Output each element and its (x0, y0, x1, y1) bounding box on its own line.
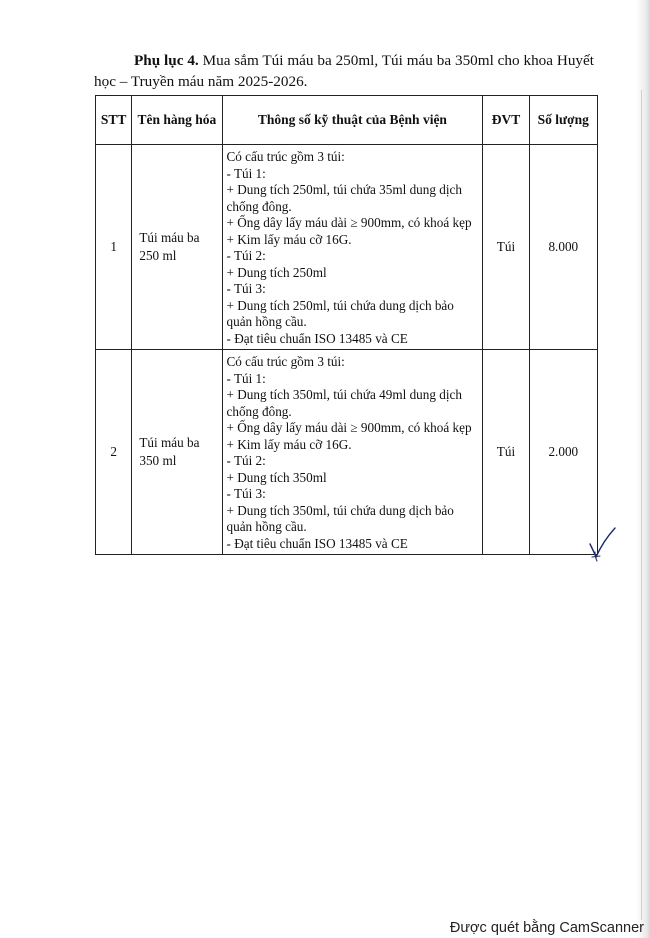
spec-line: - Đạt tiêu chuẩn ISO 13485 và CE (226, 535, 408, 551)
row-unit: Túi (483, 145, 529, 350)
spec-line: + Dung tích 350ml (226, 469, 327, 485)
document-heading (94, 50, 594, 92)
spec-line: + Dung tích 250ml (226, 264, 327, 280)
header-stt: STT (96, 96, 132, 145)
spec-line: chống đông. (226, 198, 292, 214)
header-name: Tên hàng hóa (132, 96, 222, 145)
spec-line: chống đông. (226, 403, 292, 419)
spec-line: quản hồng cầu. (226, 519, 307, 534)
name-line: 250 ml (139, 248, 177, 263)
page-edge-shadow (636, 0, 650, 938)
spec-line: - Túi 2: (226, 453, 266, 468)
procurement-table (95, 95, 598, 555)
name-line: Túi máu ba (139, 230, 200, 245)
name-line: Túi máu ba (139, 435, 200, 450)
name-line: 350 ml (139, 453, 177, 468)
spec-line: - Đạt tiêu chuẩn ISO 13485 và CE (226, 330, 408, 346)
header-qty: Số lượng (529, 96, 597, 145)
row-qty: 8.000 (529, 145, 597, 350)
header-spec: Thông số kỹ thuật của Bệnh viện (222, 96, 483, 145)
spec-line: + Dung tích 350ml, túi chứa dung dịch bảo (226, 502, 454, 518)
spec-line: - Túi 3: (226, 486, 266, 501)
appendix-label: Phụ lục 4. (134, 52, 199, 69)
scanner-watermark: Được quét bằng CamScanner (449, 920, 644, 936)
row-stt: 2 (96, 350, 132, 555)
spec-line: + Kim lấy máu cỡ 16G. (226, 231, 352, 247)
header-unit: ĐVT (483, 96, 529, 145)
row-name (132, 145, 222, 350)
spec-line: Có cấu trúc gồm 3 túi: (226, 149, 345, 164)
spec-line: + Dung tích 250ml, túi chứa 35ml dung dịch (226, 182, 462, 197)
row-unit: Túi (483, 350, 529, 555)
row-stt: 1 (96, 145, 132, 350)
spec-line: - Túi 1: (226, 165, 266, 181)
spec-line: + Kim lấy máu cỡ 16G. (226, 436, 352, 452)
spec-line: quản hồng cầu. (226, 314, 307, 329)
row-qty: 2.000 (529, 350, 597, 555)
spec-line: + Dung tích 250ml, túi chứa dung dịch bảo (226, 297, 454, 313)
spec-line: - Túi 3: (226, 281, 266, 296)
appendix-title: Mua sắm Túi máu ba 250ml, Túi máu ba 350ml cho khoa Huyết học – Truyền máu năm 2025-2026. (94, 52, 594, 90)
initial-signature (588, 526, 618, 562)
spec-line: Có cấu trúc gồm 3 túi: (226, 354, 345, 369)
row-spec (222, 145, 483, 350)
spec-line: - Túi 2: (226, 248, 266, 263)
spec-line: + Ống dây lấy máu dài ≥ 900mm, có khoá kẹp (226, 215, 472, 230)
row-spec (222, 350, 483, 555)
heading-paragraph (94, 50, 594, 92)
row-name (132, 350, 222, 555)
spec-line: + Dung tích 350ml, túi chứa 49ml dung dịch (226, 387, 462, 402)
spec-line: - Túi 1: (226, 370, 266, 386)
spec-line: + Ống dây lấy máu dài ≥ 900mm, có khoá kẹp (226, 420, 472, 435)
table-header-row (96, 96, 598, 145)
table-row (96, 145, 598, 350)
table-row (96, 350, 598, 555)
page-edge-line (641, 90, 642, 920)
